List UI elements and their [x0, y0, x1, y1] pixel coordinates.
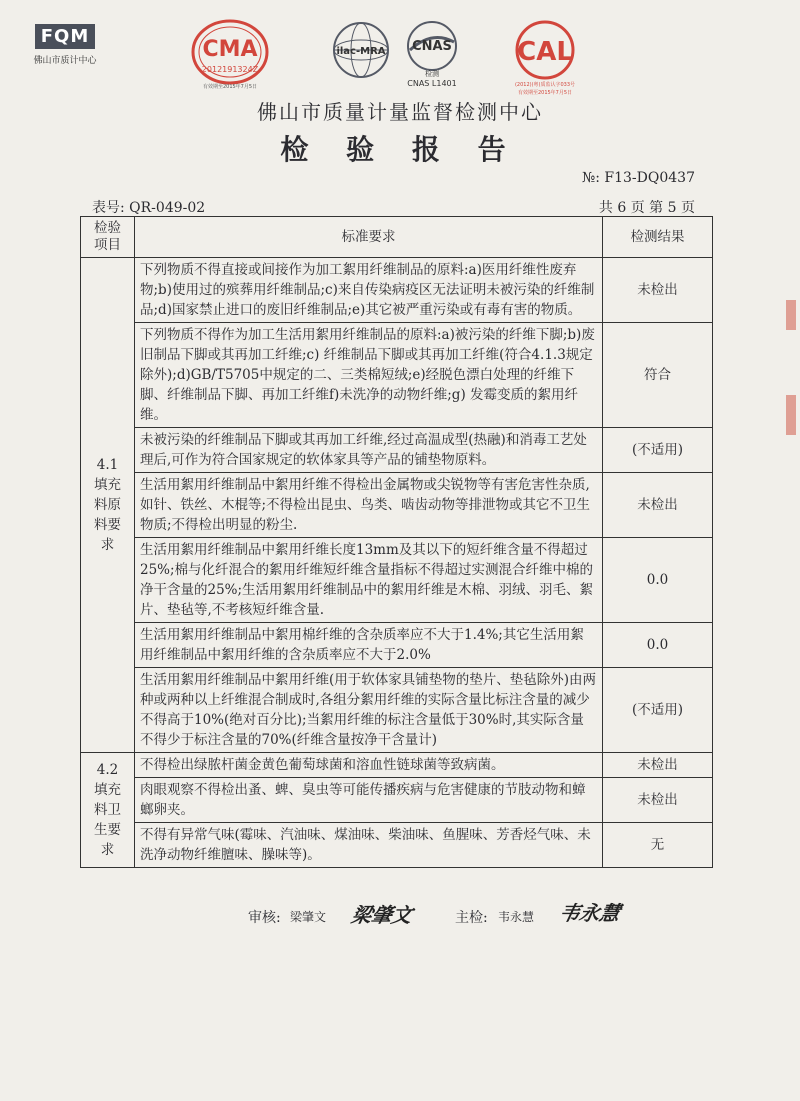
- result-cell: (不适用): [603, 428, 713, 473]
- requirement-cell: 未被污染的纤维制品下脚或其再加工纤维,经过高温成型(热融)和消毒工艺处理后,可作为符合国家规定的软体家具等产品的铺垫物原料。: [135, 428, 603, 473]
- requirement-cell: 生活用絮用纤维制品中絮用纤维长度13mm及其以下的短纤维含量不得超过25%;棉与化纤混合的絮用纤维短纤维含量指标不得超过实测混合纤维中棉的净干含量的25%;生活用絮用纤维制品中的絮用纤维是木棉、羽绒、羽毛、絮片、垫毡等,不考核短纤维含量.: [135, 538, 603, 623]
- table-row: [81, 823, 713, 868]
- cnas-sub: 检测: [425, 70, 439, 78]
- report-number: №: F13-DQ0437: [581, 170, 695, 186]
- table-header-row: [81, 217, 713, 258]
- cnas-text: CNAS: [412, 39, 452, 54]
- result-cell: 未检出: [603, 473, 713, 538]
- fqm-caption: 佛山市质计中心: [33, 56, 97, 66]
- fqm-logo-text: FQM: [35, 24, 96, 49]
- cal-seal: [508, 18, 582, 98]
- form-number: 表号: QR-049-02: [92, 200, 206, 216]
- result-cell: 未检出: [603, 258, 713, 323]
- table-row: [81, 538, 713, 623]
- stamp-mark: [786, 395, 796, 435]
- reviewer-name: 梁肇文: [290, 910, 327, 924]
- col-header-item: 检验 项目: [81, 217, 135, 258]
- table-row: [81, 428, 713, 473]
- page-count: 共 6 页 第 5 页: [598, 200, 695, 216]
- cal-note-2: 有效期至2015年7月5日: [517, 90, 573, 96]
- requirement-cell: 生活用絮用纤维制品中絮用纤维不得检出金属物或尖锐物等有害危害性杂质,如针、铁丝、木棍等;不得检出昆虫、鸟类、啮齿动物等排泄物或其它不卫生物质;不得检出明显的粉尘.: [135, 473, 603, 538]
- requirement-cell: 肉眼观察不得检出蚤、蜱、臭虫等可能传播疾病与危害健康的节肢动物和蟑螂卵夹。: [135, 778, 603, 823]
- logo-row: [0, 18, 800, 98]
- table-row: [81, 258, 713, 323]
- table-row: [81, 778, 713, 823]
- requirement-cell: 生活用絮用纤维制品中絮用棉纤维的含杂质率应不大于1.4%;其它生活用絮用纤维制品中絮用纤维的含杂质率应不大于2.0%: [135, 623, 603, 668]
- table-row: [81, 753, 713, 778]
- table-row: [81, 323, 713, 428]
- cal-note-1: (2012)(粤)质监认字033号: [514, 82, 576, 88]
- result-cell: 未检出: [603, 753, 713, 778]
- inspector-signature: 韦永慧: [557, 901, 623, 925]
- table-row: [81, 623, 713, 668]
- col-header-requirement: 标准要求: [135, 217, 603, 258]
- table-row: [81, 668, 713, 753]
- ilac-mra-text: ilac-MRA: [336, 46, 386, 57]
- requirement-cell: 不得检出绿脓杆菌金黄色葡萄球菌和溶血性链球菌等致病菌。: [135, 753, 603, 778]
- requirement-cell: 生活用絮用纤维制品中絮用纤维(用于软体家具铺垫物的垫片、垫毡除外)由两种或两种以上纤维混合制成时,各组分絮用纤维的实际含量比标注含量的减少不得高于10%(绝对百分比);当絮用纤维的标注含量低于30%时,其实际含量不得少于标注含量的70%(纤维含量按净干含量计): [135, 668, 603, 753]
- result-cell: 符合: [603, 323, 713, 428]
- result-cell: 无: [603, 823, 713, 868]
- item-group-4-2: 4.2 填充 料卫 生要 求: [81, 753, 135, 868]
- report-title: 检 验 报 告: [280, 133, 520, 166]
- org-name: 佛山市质量计量监督检测中心: [257, 100, 543, 124]
- result-cell: 未检出: [603, 778, 713, 823]
- table-row: [81, 473, 713, 538]
- inspector-label: 主检:: [455, 910, 488, 926]
- reviewer-label: 审核:: [248, 910, 281, 926]
- result-cell: 0.0: [603, 538, 713, 623]
- cma-seal-text: CMA: [202, 37, 258, 62]
- cnas-number: CNAS L1401: [407, 79, 457, 88]
- requirement-cell: 不得有异常气味(霉味、汽油味、煤油味、柴油味、鱼腥味、芳香烃气味、未洗净动物纤维膻味、臊味等)。: [135, 823, 603, 868]
- cma-number: 2012191324Z: [201, 65, 259, 74]
- ilac-mra-mark: [330, 18, 392, 88]
- cma-note: 有效期至2015年7月5日: [202, 84, 258, 90]
- result-cell: (不适用): [603, 668, 713, 753]
- inspector-name: 韦永慧: [498, 910, 535, 924]
- item-group-4-1: 4.1 填充 料原 料要 求: [81, 258, 135, 753]
- col-header-result: 检测结果: [603, 217, 713, 258]
- cnas-mark: [400, 20, 464, 90]
- signature-row: [0, 901, 800, 945]
- requirement-cell: 下列物质不得作为加工生活用絮用纤维制品的原料:a)被污染的纤维下脚;b)废旧制品下脚或其再加工纤维;c) 纤维制品下脚或其再加工纤维(符合4.1.3规定除外);d)GB/T5705中规定的二、三类棉短绒;e)经脱色漂白处理的纤维下脚、纤维制品下脚、再加工纤维f)未洗净的动物纤维;g) 发霉变质的絮用纤维。: [135, 323, 603, 428]
- fqm-logo: [30, 24, 100, 66]
- result-cell: 0.0: [603, 623, 713, 668]
- inspection-table: [80, 216, 713, 868]
- reviewer-signature: 梁肇文: [349, 903, 415, 927]
- requirement-cell: 下列物质不得直接或间接作为加工絮用纤维制品的原料:a)医用纤维性废弃物;b)使用过的殡葬用纤维制品;c)来自传染病疫区无法证明未被污染的纤维制品;d)国家禁止进口的废旧纤维制品;e)其它被严重污染或有毒有害的物质。: [135, 258, 603, 323]
- cal-seal-text: CAL: [517, 37, 573, 67]
- cma-seal: [190, 18, 270, 90]
- stamp-mark: [786, 300, 796, 330]
